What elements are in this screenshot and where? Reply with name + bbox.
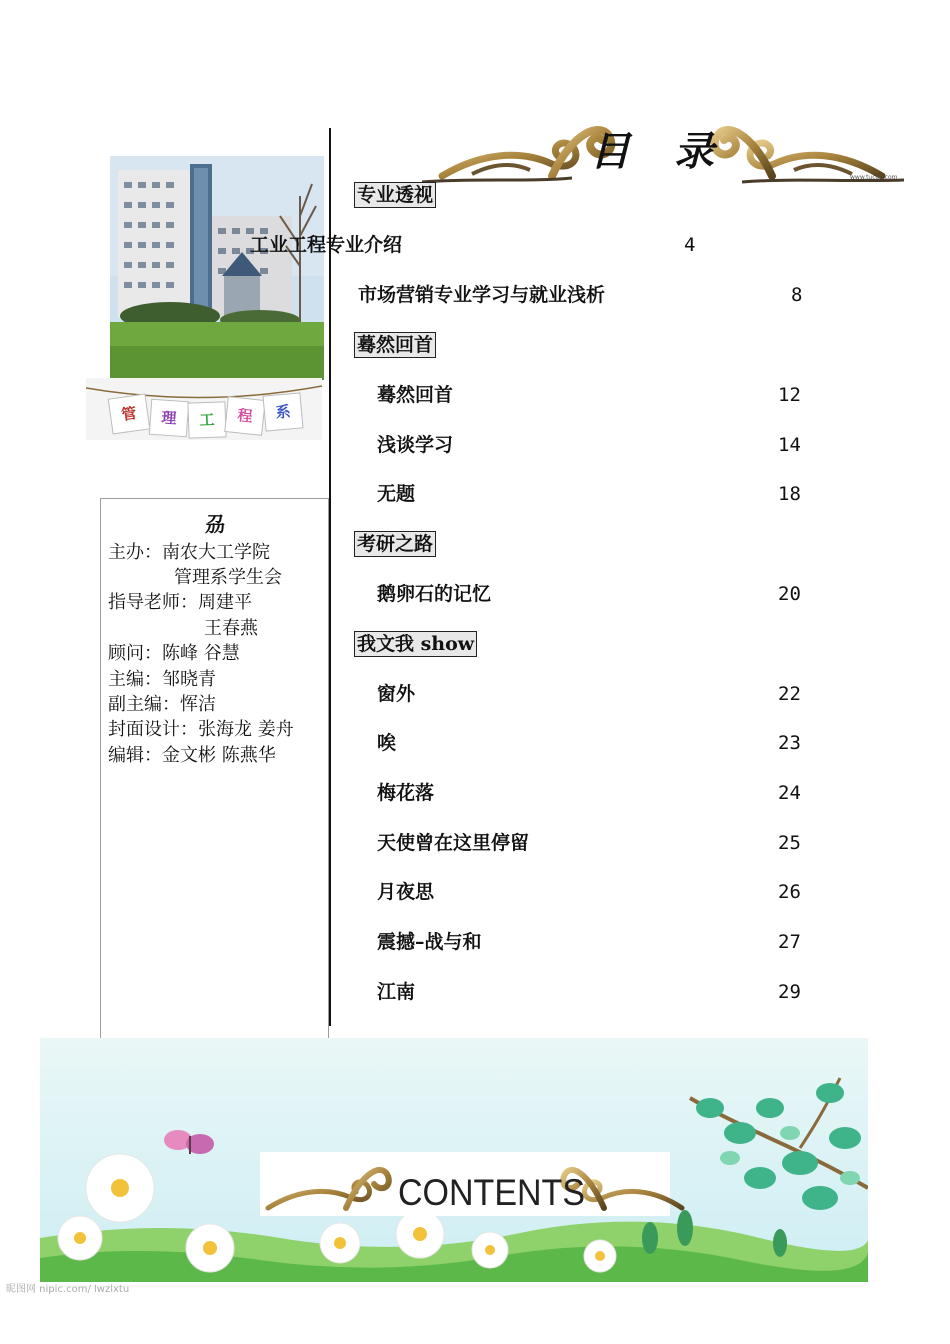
staff-line-editor-in-chief: 主编：邹晓青: [108, 669, 216, 690]
toc-entry-page: 24: [778, 782, 801, 804]
banner-card-4: 程: [224, 396, 266, 436]
vertical-divider: [329, 128, 331, 1026]
toc-entry-page: 12: [778, 384, 801, 406]
toc-entry-page: 20: [778, 583, 801, 605]
staff-line-advisor-2: 王春燕: [204, 618, 258, 639]
toc-entry-title[interactable]: 震撼–战与和: [377, 931, 482, 953]
watermark: 昵图网 nipic.com/ lwzlxtu: [6, 1284, 130, 1295]
staff-line-deputy-editor: 副主编：恽洁: [108, 694, 216, 715]
toc-entry-title[interactable]: 工业工程专业介绍: [250, 234, 403, 256]
building-photo: [110, 156, 324, 380]
toc-entry-page: 14: [778, 434, 801, 456]
banner-card-3: 工: [187, 401, 226, 438]
toc-entry-page: 22: [778, 683, 801, 705]
toc-entry-title[interactable]: 唉: [377, 732, 397, 754]
staff-line-sponsor: 主办：南农大工学院: [108, 542, 270, 563]
staff-line-sponsor-2: 管理系学生会: [174, 567, 282, 588]
toc-entry-page: 23: [778, 732, 801, 754]
toc-entry-title[interactable]: 月夜思: [377, 881, 435, 903]
page-title: 目录: [590, 128, 758, 175]
toc-entry-title[interactable]: 窗外: [377, 683, 416, 705]
banner-card-5: 系: [263, 392, 304, 431]
staff-line-editors: 编辑：金文彬 陈燕华: [108, 745, 276, 766]
toc-entry-title[interactable]: 蓦然回首: [377, 384, 454, 406]
staff-heading: 刕: [205, 512, 225, 536]
toc-entry-page: 8: [791, 284, 803, 306]
toc-entry-page: 27: [778, 931, 801, 953]
toc-entry-page: 4: [684, 234, 696, 256]
toc-section-label[interactable]: 蓦然回首: [354, 332, 436, 358]
bottom-illustration: [40, 1038, 868, 1282]
toc-section-label[interactable]: 专业透视: [354, 182, 436, 208]
banner-card-2: 理: [149, 399, 189, 438]
toc-entry-title[interactable]: 天使曾在这里停留: [377, 832, 530, 854]
toc-entry-page: 26: [778, 881, 801, 903]
toc-entry-title[interactable]: 江南: [377, 981, 416, 1003]
staff-line-consultant: 顾问：陈峰 谷慧: [108, 643, 240, 664]
contents-word: CONTENTS: [398, 1172, 585, 1214]
toc-entry-page: 25: [778, 832, 801, 854]
toc-section-label[interactable]: 考研之路: [354, 531, 436, 557]
toc-section-label[interactable]: 我文我 show: [354, 631, 477, 657]
toc-entry-title[interactable]: 浅谈学习: [377, 434, 454, 456]
toc-entry-title[interactable]: 鹅卵石的记忆: [377, 583, 492, 605]
staff-line-advisor: 指导老师：周建平: [108, 592, 252, 613]
toc-entry-page: 18: [778, 483, 801, 505]
toc-entry-title[interactable]: 市场营销专业学习与就业浅析: [358, 284, 606, 306]
banner-cards: [86, 378, 322, 440]
ornament-caption: www.tucoo.com: [850, 174, 898, 181]
toc-entry-title[interactable]: 无题: [377, 483, 416, 505]
banner-card-1: 管: [108, 394, 151, 435]
staff-line-cover-design: 封面设计：张海龙 姜舟: [108, 719, 294, 740]
toc-entry-page: 29: [778, 981, 801, 1003]
toc-entry-title[interactable]: 梅花落: [377, 782, 435, 804]
